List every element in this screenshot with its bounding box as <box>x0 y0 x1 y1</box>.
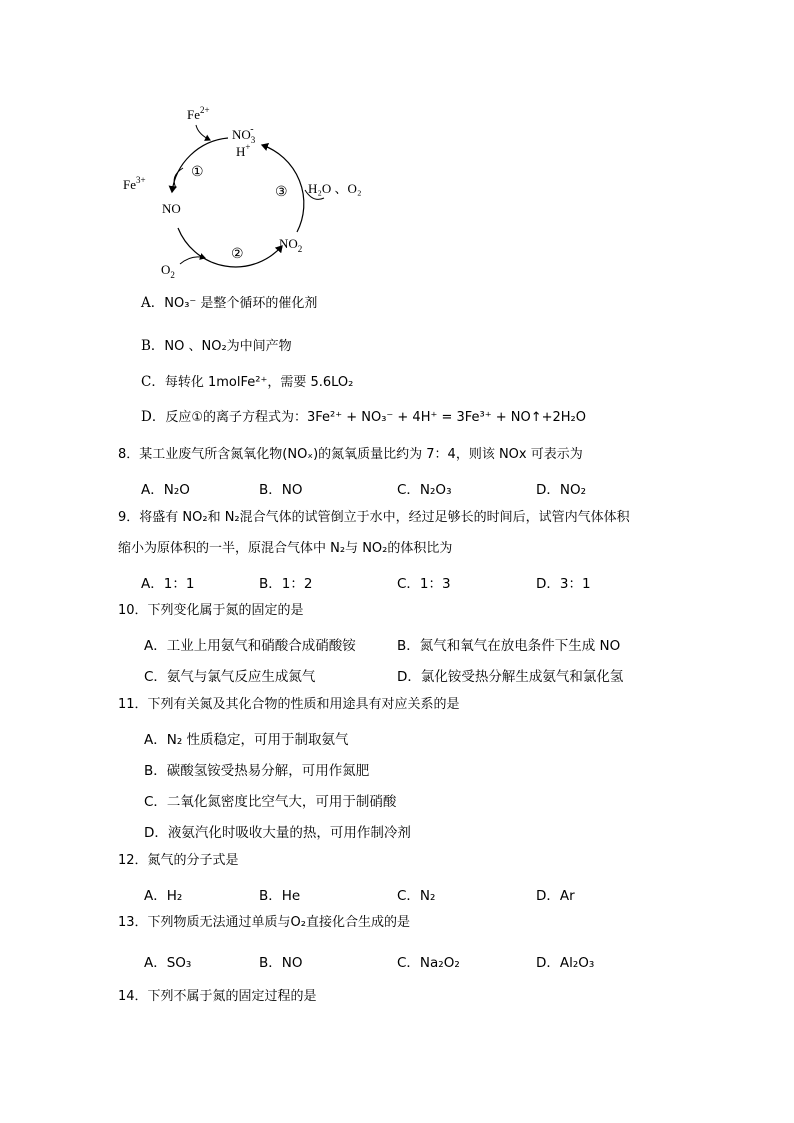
q8-option-d: D．NO₂ <box>536 482 587 498</box>
q10-stem: 10．下列变化属于氮的固定的是 <box>118 603 304 618</box>
q7-option-b: B．NO 、NO₂为中间产物 <box>141 338 292 354</box>
no2-label: $NO_2$ <box>279 236 303 254</box>
q10-option-b: B．氮气和氧气在放电条件下生成 NO <box>397 638 621 654</box>
o2-label: $O_2$ <box>161 262 175 280</box>
q11-option-a: A．N₂ 性质稳定，可用于制取氨气 <box>144 732 349 748</box>
q8-option-b: B．NO <box>259 482 303 498</box>
q12-option-c: C．N₂ <box>397 888 436 904</box>
q9-option-b: B．1：2 <box>259 576 313 592</box>
fe2-in-arrow <box>196 125 210 140</box>
q12-option-d: D．Ar <box>536 888 575 904</box>
h2o-o2-label: H₂O 、O₂ <box>308 181 362 196</box>
q11-stem: 11．下列有关氮及其化合物的性质和用途具有对应关系的是 <box>118 697 460 712</box>
q8-option-c: C．N₂O₃ <box>397 482 452 498</box>
q7-option-d: D．反应①的离子方程式为：3Fe²⁺ + NO₃⁻ + 4H⁺ = 3Fe³⁺ + NO↑+2H₂O <box>141 409 587 425</box>
q11-option-b: B．碳酸氢铵受热易分解，可用作氮肥 <box>144 763 370 779</box>
q10-option-d: D．氯化铵受热分解生成氨气和氯化氢 <box>397 669 624 685</box>
q9-option-a: A．1：1 <box>141 576 195 592</box>
q13-option-c: C．Na₂O₂ <box>397 955 460 971</box>
q12-option-b: B．He <box>259 888 301 904</box>
fe3-label: $Fe^{3+}$ <box>123 175 146 192</box>
q13-stem: 13．下列物质无法通过单质与O₂直接化合生成的是 <box>118 915 410 930</box>
q9-option-d: D．3：1 <box>536 576 591 592</box>
cycle-arc-2 <box>178 228 282 267</box>
q8-stem: 8．某工业废气所含氮氧化物(NOₓ)的氮氧质量比约为 7：4，则该 NOx 可表示为 <box>118 447 583 462</box>
q11-option-d: D．液氨汽化时吸收大量的热，可用作制冷剂 <box>144 825 411 841</box>
step-3-marker: ③ <box>275 185 288 200</box>
step-2-marker: ② <box>231 247 244 262</box>
no3-label: $NO_3-$ <box>232 124 256 145</box>
o2-in-arrow <box>180 257 205 264</box>
q11-option-c: C．二氧化氮密度比空气大，可用于制硝酸 <box>144 794 397 810</box>
q9-option-c: C．1：3 <box>397 576 451 592</box>
q12-option-a: A．H₂ <box>144 888 183 904</box>
q7-option-a: A．NO₃⁻ 是整个循环的催化剂 <box>141 295 318 311</box>
q7-option-c: C．每转化 1molFe²⁺，需要 5.6LO₂ <box>141 374 354 390</box>
q12-stem: 12．氮气的分子式是 <box>118 853 239 868</box>
nitrogen-cycle-diagram <box>0 0 794 290</box>
no-label: NO <box>162 201 181 216</box>
q10-option-a: A．工业上用氨气和硝酸合成硝酸铵 <box>144 638 356 654</box>
q14-stem: 14．下列不属于氮的固定过程的是 <box>118 989 317 1004</box>
q13-option-d: D．Al₂O₃ <box>536 955 595 971</box>
q10-option-c: C．氨气与氯气反应生成氮气 <box>144 669 316 685</box>
q9-stem-line-1: 9．将盛有 NO₂和 N₂混合气体的试管倒立于水中，经过足够长的时间后，试管内气体体积 <box>118 510 630 525</box>
q8-option-a: A．N₂O <box>141 482 190 498</box>
q13-option-a: A．SO₃ <box>144 955 192 971</box>
q13-option-b: B．NO <box>259 955 303 971</box>
step-1-marker: ① <box>191 165 204 180</box>
h-plus-label: H+ <box>236 142 251 159</box>
q9-stem-line-2: 缩小为原体积的一半，原混合气体中 N₂与 NO₂的体积比为 <box>118 541 453 556</box>
fe2-label: $Fe^{2+}$ <box>187 105 210 122</box>
